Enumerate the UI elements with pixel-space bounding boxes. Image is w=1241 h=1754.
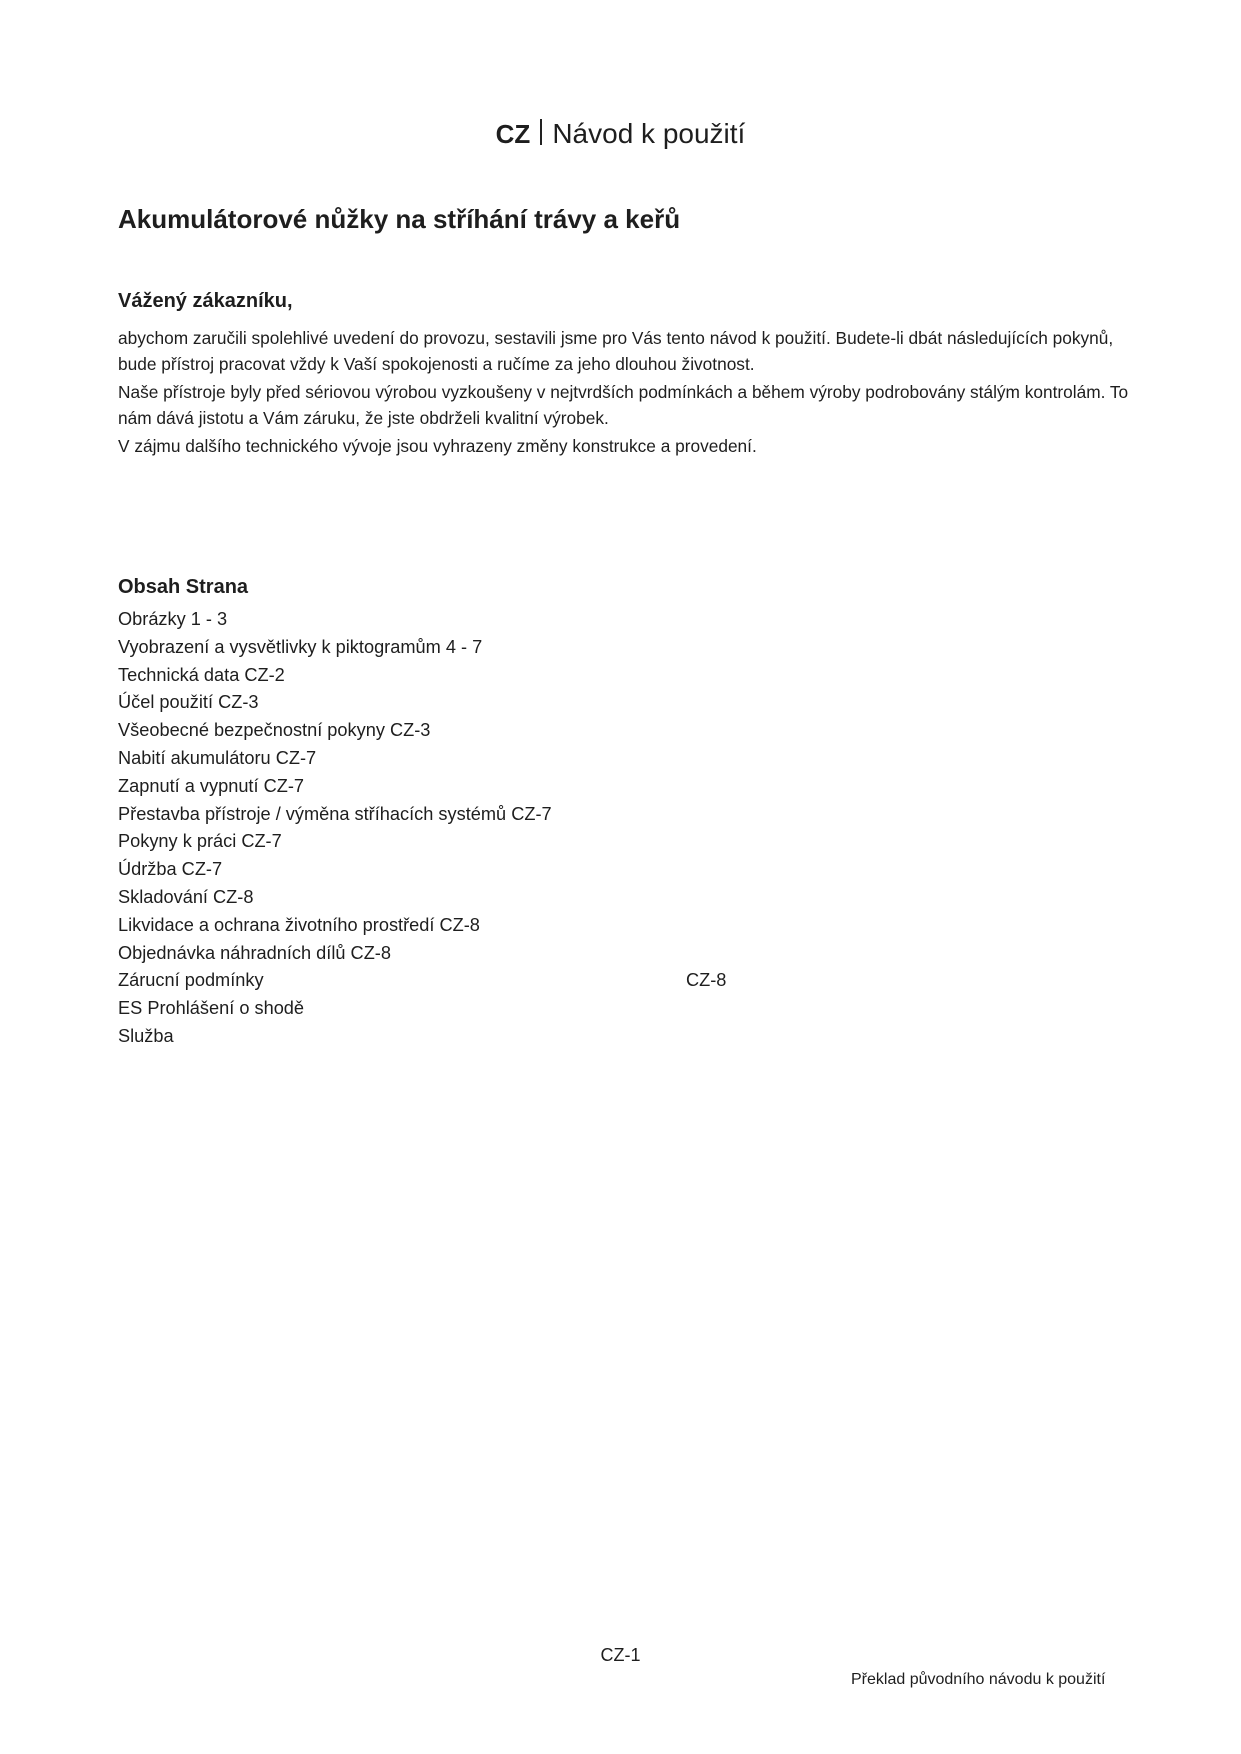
toc-item — [118, 912, 818, 940]
toc-heading: Obsah Strana — [118, 576, 249, 598]
toc-item — [118, 662, 818, 690]
page-number: CZ-1 — [600, 1645, 641, 1665]
toc-item-text: Vyobrazení a vysvětlivky k piktogramům 4 - 7 — [118, 636, 483, 657]
toc-item-text: Účel použití CZ-3 — [118, 692, 259, 713]
toc-item — [118, 828, 818, 856]
translation-note: Překlad původního návodu k použití — [851, 1671, 1106, 1688]
toc-item — [118, 801, 818, 829]
language-code: CZ — [495, 119, 531, 149]
toc-item — [118, 940, 818, 968]
toc-item-text: Zapnutí a vypnutí CZ-7 — [118, 775, 305, 796]
toc-item — [118, 689, 818, 717]
intro-paragraph: Naše přístroje byly před sériovou výrobou vyzkoušeny v nejtvrdších podmínkách a během výroby podrobovány stálým kontrolám. To nám dává jistotu a Vám záruku, že jste obdrželi kvalitní výrobek. — [118, 382, 1129, 428]
document-title: Akumulátorové nůžky na stříhání trávy a keřů — [118, 204, 681, 234]
toc-item — [118, 1023, 818, 1051]
toc-item — [118, 884, 818, 912]
toc-item-text: ES Prohlášení o shodě — [118, 998, 305, 1019]
toc-item-text: Skladování CZ-8 — [118, 886, 254, 907]
toc-item-text: Objednávka náhradních dílů CZ-8 — [118, 942, 391, 963]
page-header — [0, 118, 1241, 150]
toc-item — [118, 717, 818, 745]
toc-item — [118, 856, 818, 884]
header-divider — [540, 119, 542, 145]
toc-item — [118, 606, 818, 634]
toc-item-text: Likvidace a ochrana životního prostředí CZ-8 — [118, 914, 480, 935]
toc-item-text: Všeobecné bezpečnostní pokyny CZ-3 — [118, 720, 431, 741]
intro-paragraph: abychom zaručili spolehlivé uvedení do provozu, sestavili jsme pro Vás tento návod k použití. Budete-li dbát následujících pokynů, bude přístroj pracovat vždy k Vaší spokojenosti a ručíme za jeho dlouhou životnost. — [118, 328, 1114, 374]
intro-paragraph: V zájmu dalšího technického vývoje jsou vyhrazeny změny konstrukce a provedení. — [118, 436, 757, 456]
toc-item — [118, 634, 818, 662]
toc-item-text: Technická data CZ-2 — [118, 664, 285, 685]
toc-item-page: CZ-8 — [686, 970, 727, 991]
toc-item-text: Zárucní podmínky — [118, 970, 264, 991]
intro-text — [118, 325, 1138, 461]
toc-item — [118, 773, 818, 801]
greeting: Vážený zákazníku, — [118, 290, 293, 312]
toc-item — [118, 745, 818, 773]
toc-item — [118, 967, 818, 995]
header-title: Návod k použití — [552, 118, 746, 149]
toc-item-text: Údržba CZ-7 — [118, 859, 223, 880]
toc-item-text: Přestavba přístroje / výměna stříhacích systémů CZ-7 — [118, 803, 552, 824]
table-of-contents — [118, 606, 818, 1051]
toc-item-text: Pokyny k práci CZ-7 — [118, 831, 282, 852]
toc-item — [118, 995, 818, 1023]
toc-item-text: Nabití akumulátoru CZ-7 — [118, 747, 317, 768]
toc-item-text: Obrázky 1 - 3 — [118, 609, 228, 629]
toc-item-text: Služba — [118, 1025, 174, 1046]
